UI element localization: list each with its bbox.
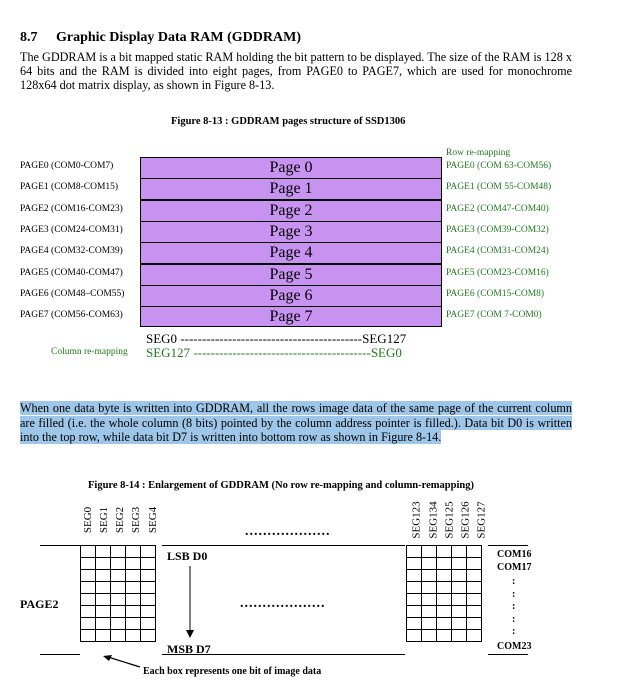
page2-label: PAGE2	[20, 597, 59, 611]
seg-text: SEG2	[114, 506, 127, 534]
dots-top: ...................	[245, 524, 331, 539]
seg-remap-end: SEG0	[370, 345, 402, 360]
right-page-label: PAGE4 (COM31-COM24)	[446, 246, 549, 256]
right-page-label: PAGE2 (COM47-COM40)	[446, 204, 549, 214]
page-block: Page 4	[140, 242, 442, 264]
left-page-label: PAGE7 (COM56-COM63)	[20, 310, 123, 320]
page-block: Page 6	[140, 285, 442, 307]
dots-middle: ...................	[240, 596, 326, 611]
com-second: COM17	[497, 562, 532, 573]
left-page-label: PAGE0 (COM0-COM7)	[20, 161, 114, 171]
seg-text: SEG126	[459, 501, 472, 539]
seg-text: SEG0	[82, 506, 94, 534]
seg-text: SEG3	[130, 506, 143, 534]
com-bottom: COM23	[497, 641, 532, 652]
seg-text: SEG4	[146, 506, 159, 534]
page-block: Page 1	[140, 178, 442, 200]
seg-text: SEG125	[443, 501, 456, 539]
seg-text: SEG1	[98, 506, 111, 534]
page-block: Page 5	[140, 264, 442, 286]
lsb-label: LSB D0	[167, 549, 208, 563]
figure-8-14-caption: Figure 8-14 : Enlargement of GDDRAM (No row re-mapping and column-remapping)	[88, 480, 474, 491]
com-top: COM16	[497, 549, 532, 560]
seg-end: SEG127	[362, 331, 407, 346]
seg-remap-start: SEG127	[146, 345, 191, 360]
row-remap-title: Row re-mapping	[446, 148, 511, 158]
seg-text: SEG134	[427, 501, 440, 539]
left-page-label: PAGE3 (COM24-COM31)	[20, 225, 123, 235]
right-page-label: PAGE1 (COM 55-COM48)	[446, 182, 552, 192]
com-vertical-dots: : : : : :	[512, 576, 516, 637]
seg-text: SEG127	[475, 501, 488, 539]
d0-d7-arrowhead	[186, 630, 194, 638]
seg-start: SEG0	[146, 331, 178, 346]
right-page-label: PAGE3 (COM39-COM32)	[446, 225, 549, 235]
left-page-label: PAGE6 (COM48–COM55)	[20, 289, 125, 299]
left-page-label: PAGE5 (COM40-COM47)	[20, 268, 123, 278]
page-block: Page 2	[140, 200, 442, 222]
page-block: Page 0	[140, 157, 442, 179]
left-page-label: PAGE4 (COM32-COM39)	[20, 246, 123, 256]
column-remap-label: Column re-mapping	[51, 347, 128, 357]
figure-8-13-caption: Figure 8-13 : GDDRAM pages structure of SSD1306	[171, 116, 406, 127]
footnote-arrow	[108, 657, 140, 667]
section-title: Graphic Display Data RAM (GDDRAM)	[56, 30, 301, 45]
seg-text: SEG123	[411, 501, 423, 539]
seg-line-remapped: SEG127 -----------------------------------------SEG0	[146, 345, 402, 360]
seg-line-normal: SEG0 ------------------------------------------SEG127	[146, 331, 407, 346]
right-page-label: PAGE5 (COM23-COM16)	[446, 268, 549, 278]
highlighted-text: When one data byte is written into GDDRAM, all the rows image data of the same page of the current column are filled (i.e. the whole column (8 bits) pointed by the column address pointer is filled.). Data bit D0 is written into the top row, while data bit D7 is written into bottom row as shown in Figure 8-14.	[20, 401, 572, 444]
page-block: Page 7	[140, 306, 442, 327]
right-page-label: PAGE6 (COM15-COM8)	[446, 289, 545, 299]
left-page-label: PAGE2 (COM16-COM23)	[20, 204, 123, 214]
page-block: Page 3	[140, 221, 442, 243]
left-page-label: PAGE1 (COM8-COM15)	[20, 182, 119, 192]
right-page-label: PAGE7 (COM 7-COM0)	[446, 310, 542, 320]
msb-label: MSB D7	[167, 642, 211, 656]
paragraph-intro: The GDDRAM is a bit mapped static RAM holding the bit pattern to be displayed. The size of the RAM is 128 x 64 bits and the RAM is divided into eight pages, from PAGE0 to PAGE7, which are used for monochrome 128x64 dot matrix display, as shown in Figure 8-13.	[20, 50, 572, 92]
right-page-label: PAGE0 (COM 63-COM56)	[446, 161, 552, 171]
footnote: Each box represents one bit of image data	[143, 666, 322, 677]
section-number: 8.7	[20, 30, 38, 45]
